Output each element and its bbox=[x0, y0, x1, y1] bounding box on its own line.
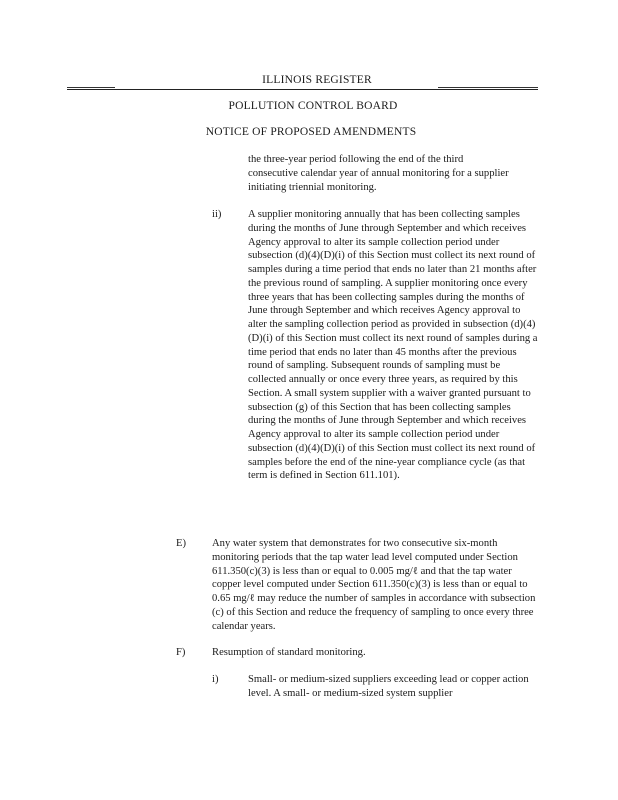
continuation-paragraph: the three-year period following the end of the third consecutive calendar year of annual monitoring for a supplier initiating triennial monitoring. bbox=[248, 154, 509, 193]
item-i-label: i) bbox=[212, 674, 219, 685]
item-i-paragraph: Small- or medium-sized suppliers exceeding lead or copper action level. A small- or medium-sized system supplier bbox=[248, 674, 529, 699]
board-title: POLLUTION CONTROL BOARD bbox=[228, 100, 398, 112]
item-ii-paragraph: A supplier monitoring annually that has been collecting samples during the months of June through September and which receives Agency approval to alter its sample collection period under subsection (d)(4)(D)(i) of this Section must collect its next round of samples during a time period that ends no later than 21 months after the previous round of sampling. A supplier monitoring once every three years that has been collecting samples during the months of June through September and which receives Agency approval to alter the sampling collection period as provided in subsection (d)(4)(D)(i) of this Section must collect its next round of samples during a time period that ends no later than 45 months after the previous round of sampling. Subsequent rounds of sampling must be collected annually or once every three years, as required by this Section. A small system supplier with a waiver granted pursuant to subsection (g) of this Section that has been collecting samples during the months of June through September and which receives Agency approval to alter its sample collection period under subsection (d)(4)(D)(i) of this Section must collect its next round of samples before the end of the nine-year compliance cycle (as that term is defined in Section 611.101). bbox=[248, 209, 538, 482]
register-title: ILLINOIS REGISTER bbox=[262, 74, 372, 86]
item-E-label: E) bbox=[176, 538, 186, 549]
item-F-label: F) bbox=[176, 647, 186, 658]
header-rule bbox=[67, 89, 538, 90]
header-rule-left bbox=[67, 87, 115, 88]
item-E-paragraph: Any water system that demonstrates for two consecutive six-month monitoring periods that the tap water lead level computed under Section 611.350(c)(3) is less than or equal to 0.005 mg/ℓ and that the tap water copper level computed under Section 611.350(c)(3) is less than or equal to 0.65 mg/ℓ may reduce the number of samples in accordance with subsection (c) of this Section and reduce the frequency of sampling to once every three calendar years. bbox=[212, 538, 536, 632]
header-rule-right bbox=[438, 87, 538, 88]
item-F-paragraph: Resumption of standard monitoring. bbox=[212, 647, 366, 658]
notice-title: NOTICE OF PROPOSED AMENDMENTS bbox=[205, 126, 417, 138]
item-ii-label: ii) bbox=[212, 209, 222, 220]
